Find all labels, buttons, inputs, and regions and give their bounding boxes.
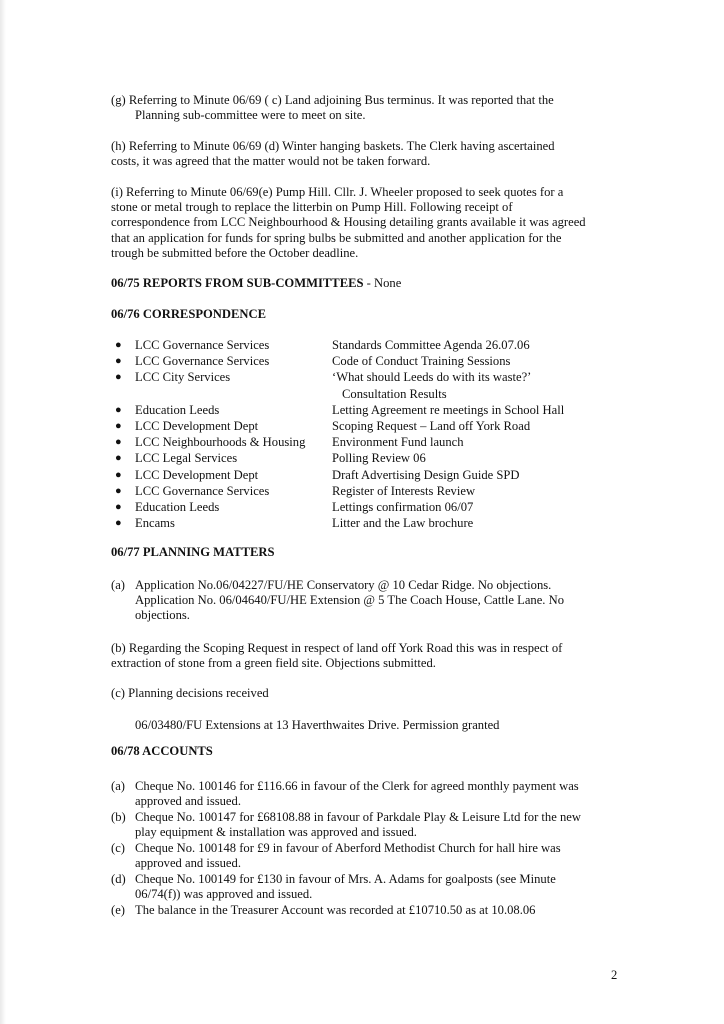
correspondence-source: LCC Neighbourhoods & Housing (135, 435, 306, 450)
planning-decision: 06/03480/FU Extensions at 13 Haverthwaites Drive. Permission granted (135, 718, 500, 732)
account-item-label: (b) (111, 810, 126, 824)
planning-item-b-line-1: (b) Regarding the Scoping Request in respect of land off York Road this was in respect of (111, 641, 563, 655)
account-item-line: Cheque No. 100146 for £116.66 in favour of the Clerk for agreed monthly payment was (135, 779, 579, 793)
correspondence-document: ‘What should Leeds do with its waste?’ (332, 370, 532, 385)
correspondence-source: LCC Governance Services (135, 483, 270, 498)
account-item-line: Cheque No. 100149 for £130 in favour of Mrs. A. Adams for goalposts (see Minute (135, 872, 556, 886)
correspondence-document: Letting Agreement re meetings in School Hall (332, 402, 565, 417)
correspondence-source: LCC Development Dept (135, 418, 259, 433)
correspondence-item (111, 451, 611, 467)
account-item-label: (c) (111, 841, 125, 855)
correspondence-list (111, 338, 611, 532)
bullet-icon: ● (115, 403, 122, 416)
minute-i-line-3: correspondence from LCC Neighbourhood & Housing detailing grants available it was agreed (111, 215, 586, 230)
correspondence-document: Code of Conduct Training Sessions (332, 354, 511, 369)
account-item-line: Cheque No. 100147 for £68108.88 in favour of Parkdale Play & Leisure Ltd for the new (135, 810, 581, 824)
minute-i-line-5: trough be submitted before the October deadline. (111, 245, 359, 260)
planning-item-a-line-1: Application No.06/04227/FU/HE Conservatory @ 10 Cedar Ridge. No objections. (135, 578, 552, 592)
minute-h-paragraph (111, 139, 623, 169)
correspondence-source: Education Leeds (135, 402, 220, 417)
correspondence-document: Polling Review 06 (332, 451, 426, 466)
page-number: 2 (611, 968, 618, 982)
correspondence-item (111, 500, 611, 516)
correspondence-item (111, 484, 611, 500)
correspondence-item (111, 419, 611, 435)
minute-h-line-2: costs, it was agreed that the matter would not be taken forward. (111, 154, 431, 169)
minute-h-line-1: (h) Referring to Minute 06/69 (d) Winter hanging baskets. The Clerk having ascertained (111, 139, 555, 153)
planning-item-a (111, 578, 623, 626)
bullet-icon: ● (115, 355, 122, 368)
planning-item-b-line-2: extraction of stone from a green field site. Objections submitted. (111, 656, 436, 671)
account-item-label: (d) (111, 872, 126, 886)
correspondence-document: Register of Interests Review (332, 483, 476, 498)
planning-item-c: (c) Planning decisions received (111, 686, 269, 700)
account-item-line: Cheque No. 100148 for £9 in favour of Aberford Methodist Church for hall hire was (135, 841, 561, 855)
minute-i-paragraph (111, 185, 623, 261)
correspondence-item (111, 435, 611, 451)
correspondence-item (111, 468, 611, 484)
account-item-body (135, 810, 623, 840)
planning-item-a-body (135, 578, 623, 624)
account-item-body (135, 872, 623, 902)
reports-heading-title: 06/75 REPORTS FROM SUB-COMMITTEES (111, 276, 364, 290)
bullet-icon: ● (115, 484, 122, 497)
correspondence-item (111, 403, 611, 419)
correspondence-heading: 06/76 CORRESPONDENCE (111, 307, 266, 321)
correspondence-document-continued: Consultation Results (342, 386, 447, 401)
correspondence-document: Environment Fund launch (332, 435, 464, 450)
account-item-line: 06/74(f)) was approved and issued. (135, 887, 313, 902)
minute-g-paragraph (111, 93, 623, 123)
correspondence-source: LCC City Services (135, 370, 231, 385)
bullet-icon: ● (115, 371, 122, 384)
account-item-e (111, 903, 623, 919)
correspondence-document: Lettings confirmation 06/07 (332, 499, 474, 514)
correspondence-document: Standards Committee Agenda 26.07.06 (332, 338, 530, 352)
planning-heading: 06/77 PLANNING MATTERS (111, 545, 275, 559)
minute-i-line-4: that an application for funds for spring bulbs be submitted and another application for the (111, 230, 562, 245)
correspondence-item (111, 338, 611, 354)
correspondence-source: LCC Governance Services (135, 338, 270, 352)
correspondence-source: Encams (135, 516, 175, 531)
reports-heading (111, 276, 401, 291)
correspondence-document: Draft Advertising Design Guide SPD (332, 467, 520, 482)
account-item-c (111, 841, 623, 873)
account-item-body (135, 841, 623, 871)
correspondence-document: Scoping Request – Land off York Road (332, 418, 531, 433)
correspondence-source: LCC Development Dept (135, 467, 259, 482)
bullet-icon: ● (115, 452, 122, 465)
planning-item-a-line-3: objections. (135, 608, 190, 623)
account-item-body (135, 779, 623, 809)
minute-i-line-1: (i) Referring to Minute 06/69(e) Pump Hill. Cllr. J. Wheeler proposed to seek quotes for a (111, 185, 564, 199)
account-item-line: play equipment & installation was approved and issued. (135, 825, 417, 840)
planning-item-b-paragraph (111, 641, 623, 671)
minute-i-line-2: stone or metal trough to replace the litterbin on Pump Hill. Following receipt of (111, 200, 513, 215)
bullet-icon: ● (115, 339, 122, 351)
account-item-line: approved and issued. (135, 856, 241, 871)
scan-edge-shadow (0, 0, 6, 1024)
correspondence-source: LCC Governance Services (135, 354, 270, 369)
correspondence-item (111, 516, 611, 532)
account-item-body (135, 903, 623, 918)
account-item-d (111, 872, 623, 904)
accounts-heading: 06/78 ACCOUNTS (111, 744, 213, 758)
correspondence-source: Education Leeds (135, 499, 220, 514)
minute-g-line-1: (g) Referring to Minute 06/69 ( c) Land adjoining Bus terminus. It was reported that the (111, 93, 554, 107)
bullet-icon: ● (115, 436, 122, 449)
account-item-line: approved and issued. (135, 794, 241, 809)
planning-item-a-label: (a) (111, 578, 125, 592)
bullet-icon: ● (115, 468, 122, 481)
correspondence-document: Litter and the Law brochure (332, 516, 474, 531)
account-item-b (111, 810, 623, 842)
account-item-label: (a) (111, 779, 125, 793)
correspondence-source: LCC Legal Services (135, 451, 238, 466)
bullet-icon: ● (115, 500, 122, 513)
account-item-line: The balance in the Treasurer Account was recorded at £10710.50 as at 10.08.06 (135, 903, 536, 917)
account-item-a (111, 779, 623, 811)
planning-item-a-line-2: Application No. 06/04640/FU/HE Extension @ 5 The Coach House, Cattle Lane. No (135, 593, 564, 608)
correspondence-item (111, 370, 611, 402)
minute-g-line-2: Planning sub-committee were to meet on site. (135, 108, 366, 123)
bullet-icon: ● (115, 419, 122, 432)
bullet-icon: ● (115, 517, 122, 530)
reports-heading-tail: - None (363, 276, 402, 290)
correspondence-item (111, 354, 611, 370)
account-item-label: (e) (111, 903, 125, 917)
